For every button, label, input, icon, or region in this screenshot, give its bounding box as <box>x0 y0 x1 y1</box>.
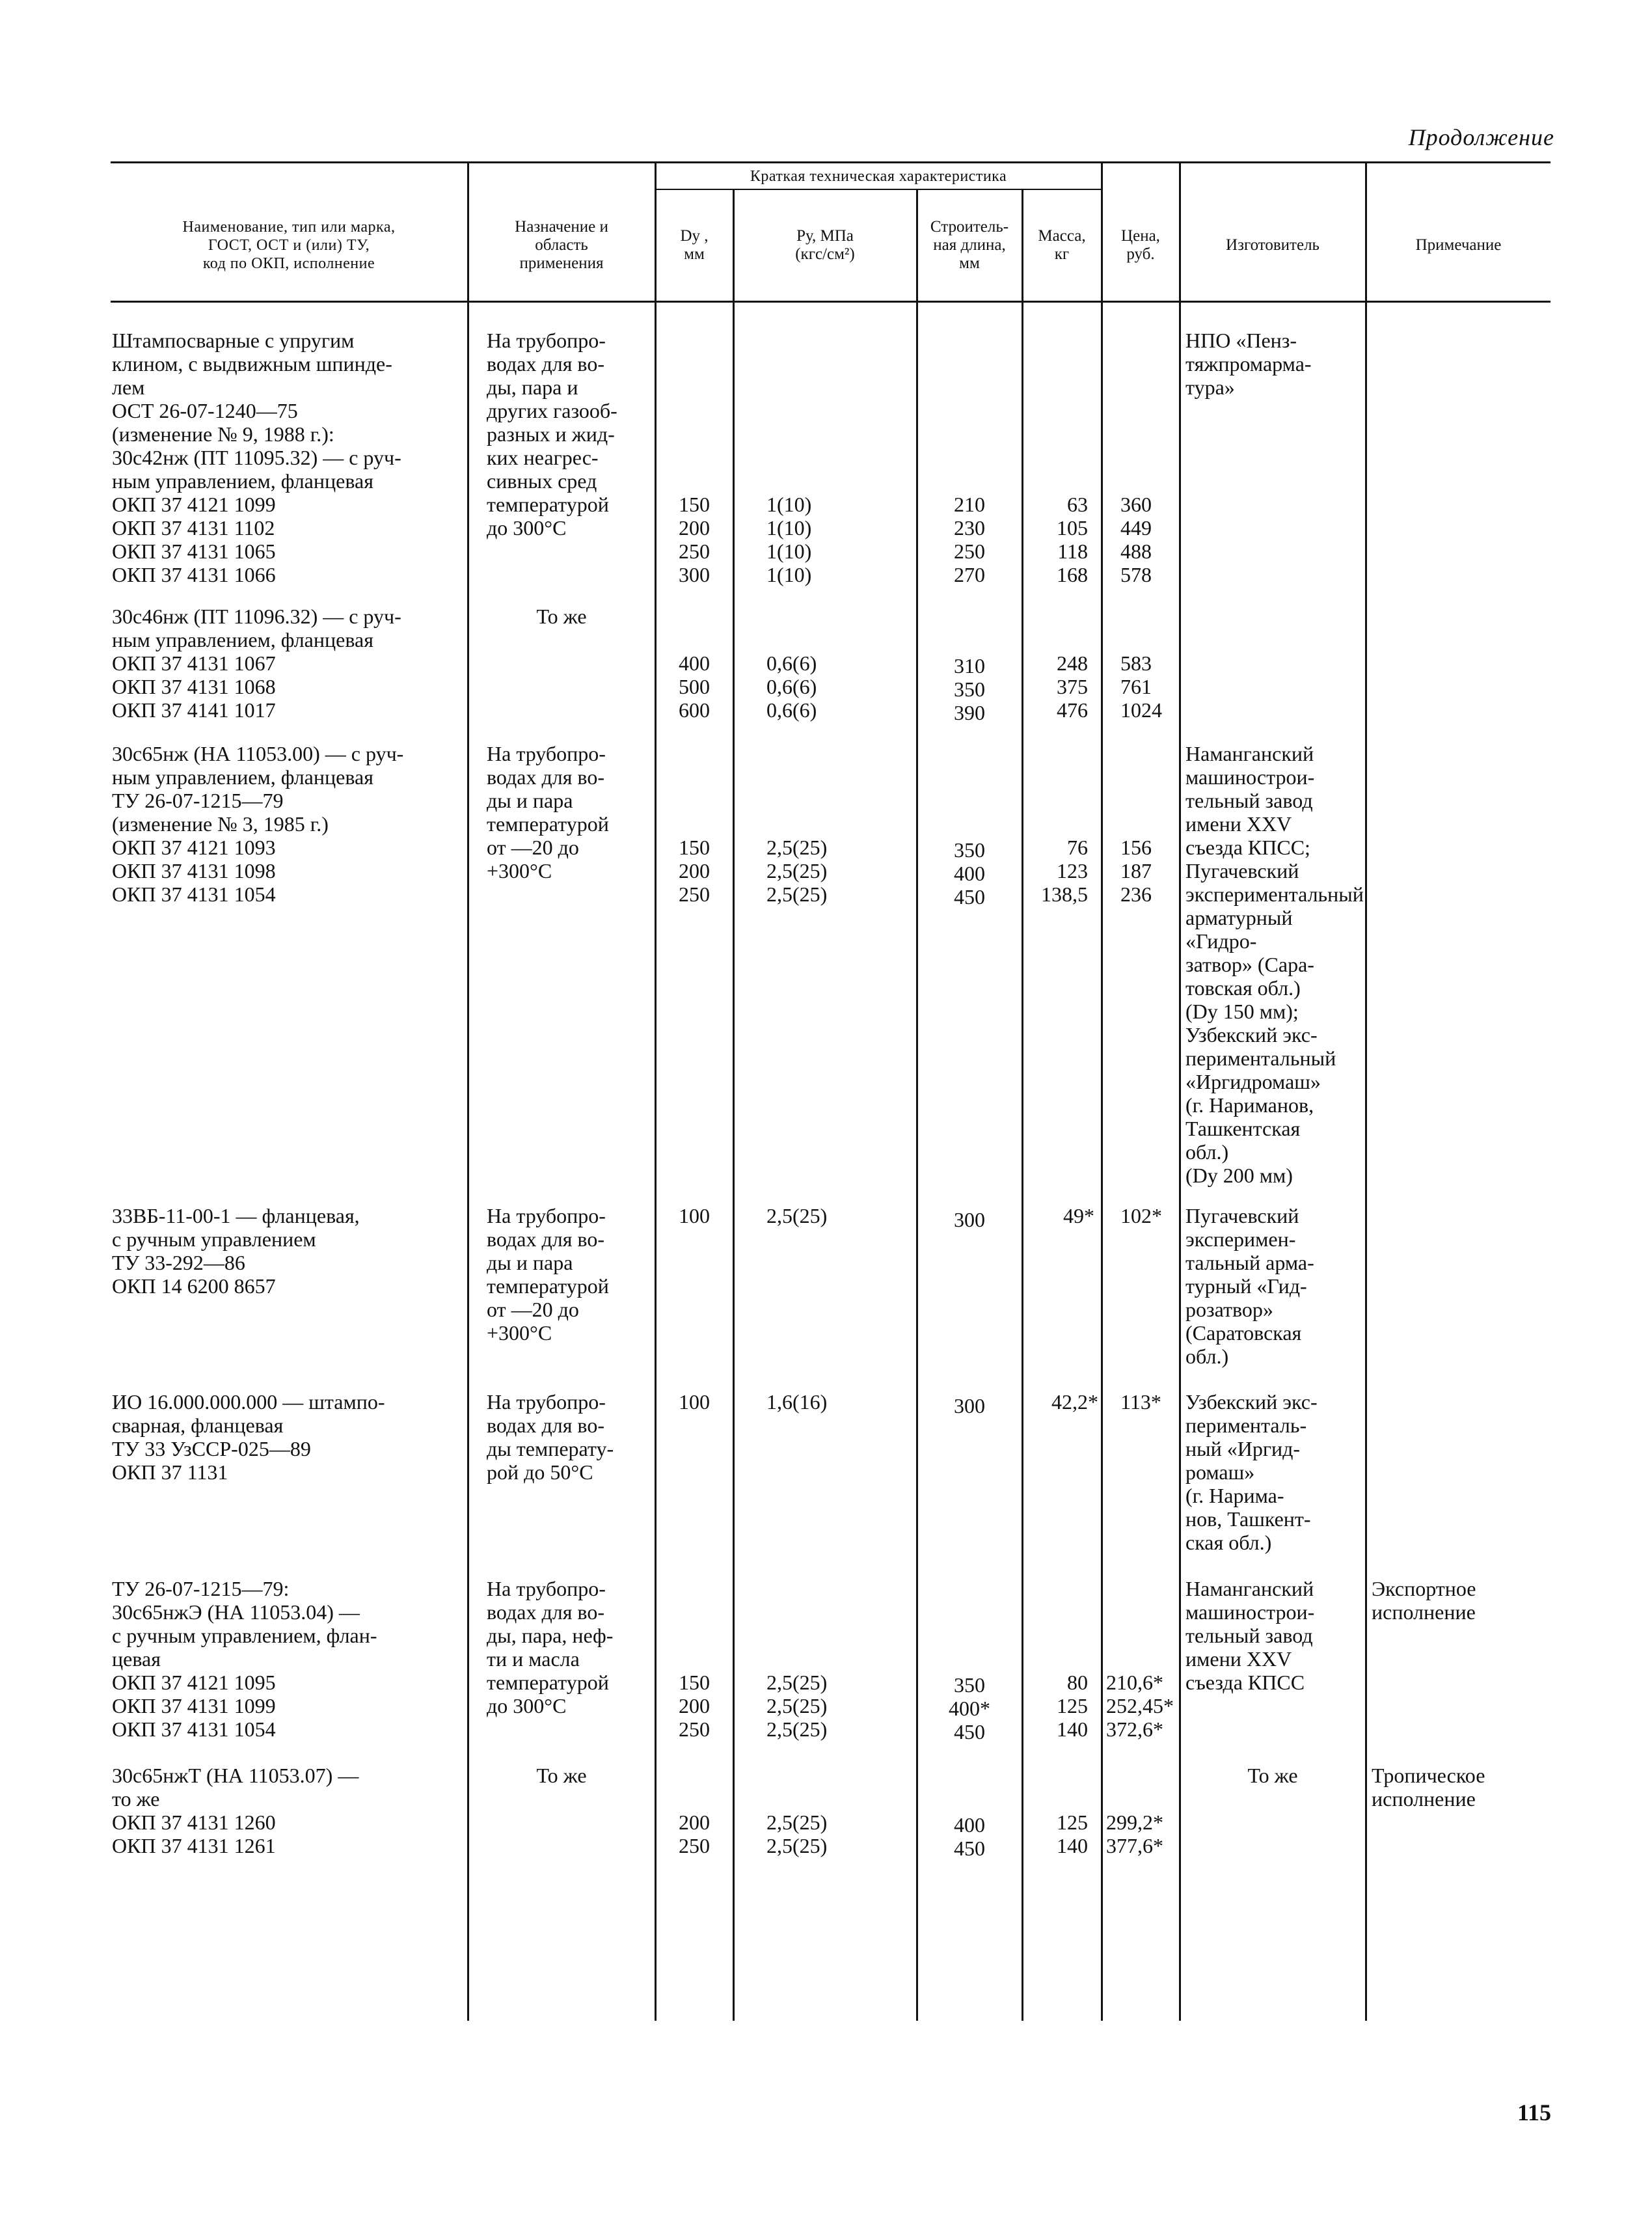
col-sep-7 <box>1179 163 1181 2021</box>
row-7-dy: 200 250 <box>679 1811 710 1857</box>
row-6-py: 2,5(25) 2,5(25) 2,5(25) <box>766 1671 828 1741</box>
row-6-maker: Наманганский машинострои- тельный завод имени XXV съезда КПСС <box>1185 1577 1315 1694</box>
row-6-dy: 150 200 250 <box>679 1671 710 1741</box>
row-1-length: 210 230 250 270 <box>954 493 985 586</box>
row-7-maker: То же <box>1247 1764 1298 1787</box>
row-1-maker: НПО «Пенз- тяжпромарма- тура» <box>1185 329 1312 399</box>
row-3-mass: 76 123 138,5 <box>1041 836 1088 906</box>
header-dy: Dу , мм <box>680 227 709 263</box>
row-3-dy: 150 200 250 <box>679 836 710 906</box>
col-sep-8 <box>1365 163 1367 2021</box>
header-mass: Масса, кг <box>1038 227 1086 263</box>
col-sep-4 <box>916 190 918 2021</box>
row-5-price: 113* <box>1120 1390 1161 1414</box>
header-note: Примечание <box>1415 236 1502 254</box>
row-3-maker: Наманганский машинострои- тельный завод имени XXV съезда КПСС; Пугачевский экспериментальный арматурный «Гидро- затвор» (Сара- товская обл.) (Dу 150 мм); Узбекский экс- периментальный «Иргидромаш» (г. Нариманов, Ташкентская обл.) (Dу 200 мм) <box>1185 742 1364 1187</box>
header-price: Цена, руб. <box>1121 227 1160 263</box>
row-4-name: 33ВБ-11-00-1 — фланцевая, с ручным управлением ТУ 33-292—86 ОКП 14 6200 8657 <box>112 1204 360 1298</box>
row-2-purpose: То же <box>536 605 587 628</box>
row-7-name: 30с65нжТ (НА 11053.07) — то же ОКП 37 4131 1260 ОКП 37 4131 1261 <box>112 1764 359 1857</box>
row-4-maker: Пугачевский эксперимен- тальный арма- турный «Гид- розатвор» (Саратовская обл.) <box>1185 1204 1314 1368</box>
row-4-purpose: На трубопро- водах для во- ды и пара температурой от —20 до +300°С <box>487 1204 609 1345</box>
row-5-length: 300 <box>954 1394 985 1417</box>
row-3-py: 2,5(25) 2,5(25) 2,5(25) <box>766 836 828 906</box>
col-sep-2 <box>655 163 657 2021</box>
row-6-purpose: На трубопро- водах для во- ды, пара, неф- ти и масла температурой до 300°С <box>487 1577 614 1717</box>
row-7-note: Тропическое исполнение <box>1372 1764 1485 1811</box>
row-2-dy: 400 500 600 <box>679 651 710 722</box>
page-number: 115 <box>1517 2099 1551 2126</box>
row-6-note: Экспортное исполнение <box>1372 1577 1476 1624</box>
row-2-mass: 248 375 476 <box>1057 651 1088 722</box>
row-7-py: 2,5(25) 2,5(25) <box>766 1811 828 1857</box>
row-2-price: 583 761 1024 <box>1120 651 1162 722</box>
row-1-mass: 63 105 118 168 <box>1057 493 1088 586</box>
row-6-price: 210,6* 252,45* 372,6* <box>1106 1671 1174 1741</box>
row-3-name: 30с65нж (НА 11053.00) — с руч- ным управлением, фланцевая ТУ 26-07-1215—79 (изменение № 3, 1985 г.) ОКП 37 4121 1093 ОКП 37 4131 1098 ОКП 37 4131 1054 <box>112 742 404 906</box>
row-1-dy: 150 200 250 300 <box>679 493 710 586</box>
table-top-rule <box>111 161 1550 163</box>
row-3-purpose: На трубопро- водах для во- ды и пара температурой от —20 до +300°С <box>487 742 609 882</box>
row-7-mass: 125 140 <box>1057 1811 1088 1857</box>
continuation-label: Продолжение <box>1408 124 1554 150</box>
row-5-maker: Узбекский экс- перименталь- ный «Иргид- ромаш» (г. Нарима- нов, Ташкент- ская обл.) <box>1185 1390 1318 1554</box>
header-py: Pу, МПа (кгс/см²) <box>795 227 855 263</box>
row-5-dy: 100 <box>679 1390 710 1414</box>
row-1-purpose: На трубопро- водах для во- ды, пара и других газооб- разных и жид- ких неагрес- сивных сред температурой до 300°С <box>487 329 617 540</box>
row-3-price: 156 187 236 <box>1120 836 1152 906</box>
row-1-py: 1(10) 1(10) 1(10) 1(10) <box>766 493 812 586</box>
row-5-name: ИО 16.000.000.000 — штампо- сварная, фланцевая ТУ 33 УзССР-025—89 ОКП 37 1131 <box>112 1390 385 1484</box>
row-6-name: ТУ 26-07-1215—79: 30с65нжЭ (НА 11053.04) — с ручным управлением, флан- цевая ОКП 37 4121 1095 ОКП 37 4131 1099 ОКП 37 4131 1054 <box>112 1577 377 1741</box>
row-2-length: 310 350 390 <box>954 654 985 724</box>
row-2-py: 0,6(6) 0,6(6) 0,6(6) <box>766 651 817 722</box>
header-purpose: Назначение и область применения <box>515 218 608 272</box>
row-3-length: 350 400 450 <box>954 838 985 909</box>
header-maker: Изготовитель <box>1226 236 1320 254</box>
row-5-py: 1,6(16) <box>766 1390 828 1414</box>
row-5-purpose: На трубопро- водах для во- ды температу- рой до 50°С <box>487 1390 614 1484</box>
header-group-title: Краткая техническая характеристика <box>750 168 1007 185</box>
header-name: Наименование, тип или марка, ГОСТ, ОСТ и (или) ТУ, код по ОКП, исполнение <box>182 219 396 272</box>
row-4-dy: 100 <box>679 1204 710 1227</box>
row-7-purpose: То же <box>536 1764 587 1787</box>
row-7-price: 299,2* 377,6* <box>1106 1811 1163 1857</box>
header-bottom-rule <box>111 301 1550 303</box>
row-6-length: 350 400* 450 <box>949 1673 990 1744</box>
col-sep-3 <box>733 190 735 2021</box>
header-length: Строитель- ная длина, мм <box>930 218 1009 272</box>
row-1-name: Штампосварные с упругим клином, с выдвижным шпинде- лем ОСТ 26-07-1240—75 (изменение № 9, 1988 г.): 30с42нж (ПТ 11095.32) — с руч- ным управлением, фланцевая ОКП 37 4121 1099 ОКП 37 4131 1102 ОКП 37 4131 1065 ОКП 37 4131 1066 <box>112 329 401 586</box>
row-4-price: 102* <box>1120 1204 1162 1227</box>
row-4-mass: 49* <box>1063 1204 1094 1227</box>
col-sep-1 <box>467 163 469 2021</box>
row-6-mass: 80 125 140 <box>1057 1671 1088 1741</box>
row-4-py: 2,5(25) <box>766 1204 828 1227</box>
row-4-length: 300 <box>954 1208 985 1231</box>
row-7-length: 400 450 <box>954 1813 985 1860</box>
row-1-price: 360 449 488 578 <box>1120 493 1152 586</box>
col-sep-6 <box>1101 163 1103 2021</box>
row-5-mass: 42,2* <box>1051 1390 1098 1414</box>
col-sep-5 <box>1022 190 1023 2021</box>
row-2-name: 30с46нж (ПТ 11096.32) — с руч- ным управлением, фланцевая ОКП 37 4131 1067 ОКП 37 4131 1068 ОКП 37 4141 1017 <box>112 605 401 722</box>
